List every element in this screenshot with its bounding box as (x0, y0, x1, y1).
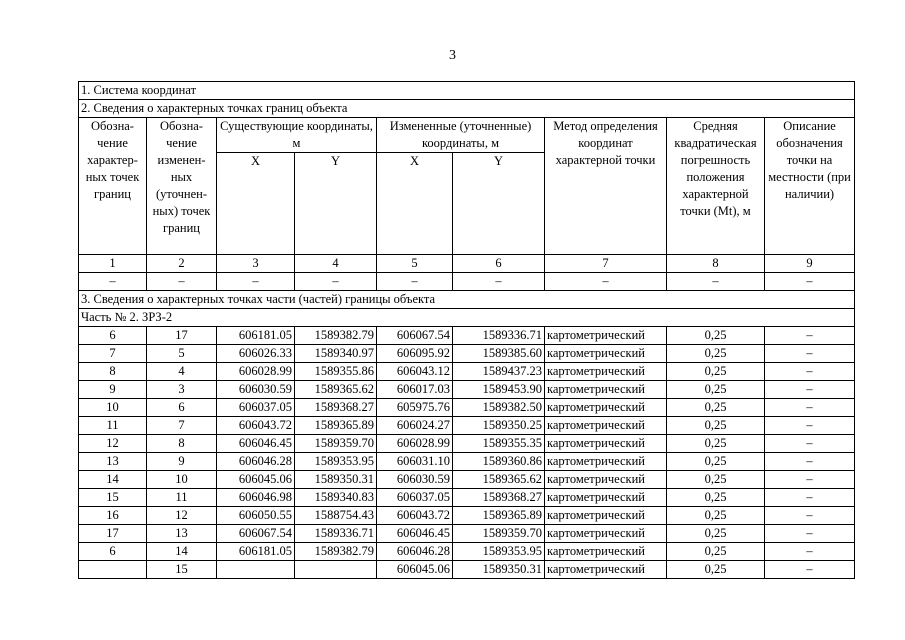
existing-x-cell: 606030.59 (217, 381, 295, 399)
mean-error-cell: 0,25 (667, 363, 765, 381)
description-cell: – (765, 525, 855, 543)
empty-dash-cell: – (545, 273, 667, 291)
existing-y-cell: 1589368.27 (295, 399, 377, 417)
mean-error-cell: 0,25 (667, 507, 765, 525)
changed-y-cell: 1589336.71 (453, 327, 545, 345)
mean-error-cell: 0,25 (667, 417, 765, 435)
changed-point-id-cell: 6 (147, 399, 217, 417)
description-cell: – (765, 345, 855, 363)
empty-dash-cell: – (147, 273, 217, 291)
table-row (79, 327, 855, 345)
changed-y-cell: 1589382.50 (453, 399, 545, 417)
header-changed-point-designation: Обозна- чение изменен-ных (уточнен-ных) точек границ (147, 118, 217, 255)
description-cell: – (765, 327, 855, 345)
existing-y-cell: 1589350.31 (295, 471, 377, 489)
changed-x-cell: 606031.10 (377, 453, 453, 471)
description-cell: – (765, 471, 855, 489)
changed-y-cell: 1589365.89 (453, 507, 545, 525)
column-number-row (79, 255, 855, 273)
part-title: Часть № 2. ЗРЗ-2 (79, 309, 855, 327)
header-changed-x: X (377, 153, 453, 255)
changed-x-cell: 606024.27 (377, 417, 453, 435)
existing-x-cell: 606181.05 (217, 543, 295, 561)
mean-error-cell: 0,25 (667, 489, 765, 507)
boundary-points-table (78, 81, 855, 579)
point-id-cell: 12 (79, 435, 147, 453)
column-number-5: 5 (377, 255, 453, 273)
column-number-8: 8 (667, 255, 765, 273)
existing-y-cell: 1589382.79 (295, 327, 377, 345)
description-cell: – (765, 489, 855, 507)
changed-x-cell: 606017.03 (377, 381, 453, 399)
empty-dash-cell: – (217, 273, 295, 291)
mean-error-cell: 0,25 (667, 399, 765, 417)
column-number-1: 1 (79, 255, 147, 273)
changed-x-cell: 606045.06 (377, 561, 453, 579)
point-id-cell: 6 (79, 543, 147, 561)
point-id-cell (79, 561, 147, 579)
changed-y-cell: 1589453.90 (453, 381, 545, 399)
changed-x-cell: 606046.45 (377, 525, 453, 543)
point-id-cell: 9 (79, 381, 147, 399)
header-existing-x: X (217, 153, 295, 255)
description-cell: – (765, 453, 855, 471)
existing-x-cell: 606046.45 (217, 435, 295, 453)
changed-y-cell: 1589360.86 (453, 453, 545, 471)
header-existing-coordinates: Существующие координаты, м (217, 118, 377, 153)
changed-point-id-cell: 11 (147, 489, 217, 507)
table-row (79, 381, 855, 399)
column-number-2: 2 (147, 255, 217, 273)
header-point-designation: Обозна- чение характер-ных точек границ (79, 118, 147, 255)
changed-point-id-cell: 10 (147, 471, 217, 489)
changed-x-cell: 606030.59 (377, 471, 453, 489)
empty-dash-cell: – (79, 273, 147, 291)
changed-point-id-cell: 4 (147, 363, 217, 381)
method-cell: картометрический (545, 327, 667, 345)
existing-y-cell: 1589359.70 (295, 435, 377, 453)
table-row (79, 363, 855, 381)
empty-dash-cell: – (453, 273, 545, 291)
existing-x-cell: 606046.28 (217, 453, 295, 471)
section-boundary-points (79, 100, 855, 118)
empty-dash-cell: – (295, 273, 377, 291)
table-row (79, 417, 855, 435)
point-id-cell: 7 (79, 345, 147, 363)
mean-error-cell: 0,25 (667, 327, 765, 345)
table-row (79, 399, 855, 417)
changed-x-cell: 606037.05 (377, 489, 453, 507)
changed-point-id-cell: 15 (147, 561, 217, 579)
point-id-cell: 14 (79, 471, 147, 489)
mean-error-cell: 0,25 (667, 471, 765, 489)
mean-error-cell: 0,25 (667, 345, 765, 363)
mean-error-cell: 0,25 (667, 543, 765, 561)
changed-point-id-cell: 14 (147, 543, 217, 561)
changed-y-cell: 1589350.31 (453, 561, 545, 579)
column-number-6: 6 (453, 255, 545, 273)
changed-point-id-cell: 13 (147, 525, 217, 543)
column-number-3: 3 (217, 255, 295, 273)
changed-x-cell: 606067.54 (377, 327, 453, 345)
existing-y-cell: 1589336.71 (295, 525, 377, 543)
point-id-cell: 6 (79, 327, 147, 345)
changed-y-cell: 1589359.70 (453, 525, 545, 543)
mean-error-cell: 0,25 (667, 435, 765, 453)
existing-x-cell: 606050.55 (217, 507, 295, 525)
point-id-cell: 16 (79, 507, 147, 525)
method-cell: картометрический (545, 525, 667, 543)
header-description: Описание обозначения точки на местности (при наличии) (765, 118, 855, 255)
table-row (79, 345, 855, 363)
method-cell: картометрический (545, 345, 667, 363)
header-mean-error: Средняя квадратическая погрешность положения характерной точки (Mt), м (667, 118, 765, 255)
existing-y-cell: 1589355.86 (295, 363, 377, 381)
changed-y-cell: 1589365.62 (453, 471, 545, 489)
changed-x-cell: 606046.28 (377, 543, 453, 561)
header-method: Метод определения координат характерной точки (545, 118, 667, 255)
changed-x-cell: 606043.72 (377, 507, 453, 525)
changed-y-cell: 1589350.25 (453, 417, 545, 435)
changed-point-id-cell: 12 (147, 507, 217, 525)
existing-y-cell: 1589365.62 (295, 381, 377, 399)
existing-x-cell: 606181.05 (217, 327, 295, 345)
description-cell: – (765, 543, 855, 561)
section-part-boundary-points (79, 291, 855, 309)
existing-x-cell (217, 561, 295, 579)
changed-point-id-cell: 8 (147, 435, 217, 453)
table-row (79, 471, 855, 489)
description-cell: – (765, 507, 855, 525)
changed-point-id-cell: 7 (147, 417, 217, 435)
section-2-title: 2. Сведения о характерных точках границ объекта (79, 100, 855, 118)
column-number-7: 7 (545, 255, 667, 273)
point-id-cell: 15 (79, 489, 147, 507)
column-number-4: 4 (295, 255, 377, 273)
method-cell: картометрический (545, 417, 667, 435)
method-cell: картометрический (545, 399, 667, 417)
section-coordinate-system (79, 82, 855, 100)
point-id-cell: 11 (79, 417, 147, 435)
changed-x-cell: 606028.99 (377, 435, 453, 453)
existing-x-cell: 606028.99 (217, 363, 295, 381)
description-cell: – (765, 561, 855, 579)
header-changed-y: Y (453, 153, 545, 255)
description-cell: – (765, 435, 855, 453)
header-row-1 (79, 118, 855, 153)
changed-y-cell: 1589355.35 (453, 435, 545, 453)
point-id-cell: 10 (79, 399, 147, 417)
mean-error-cell: 0,25 (667, 381, 765, 399)
method-cell: картометрический (545, 489, 667, 507)
method-cell: картометрический (545, 561, 667, 579)
changed-x-cell: 606043.12 (377, 363, 453, 381)
point-id-cell: 13 (79, 453, 147, 471)
empty-dash-cell: – (377, 273, 453, 291)
existing-x-cell: 606067.54 (217, 525, 295, 543)
changed-point-id-cell: 9 (147, 453, 217, 471)
existing-x-cell: 606045.06 (217, 471, 295, 489)
method-cell: картометрический (545, 507, 667, 525)
changed-x-cell: 605975.76 (377, 399, 453, 417)
empty-dash-row (79, 273, 855, 291)
table-row (79, 525, 855, 543)
description-cell: – (765, 399, 855, 417)
header-changed-coordinates: Измененные (уточненные) координаты, м (377, 118, 545, 153)
section-3-title: 3. Сведения о характерных точках части (частей) границы объекта (79, 291, 855, 309)
method-cell: картометрический (545, 381, 667, 399)
table-row (79, 543, 855, 561)
table-row (79, 507, 855, 525)
description-cell: – (765, 417, 855, 435)
existing-y-cell: 1589365.89 (295, 417, 377, 435)
point-id-cell: 17 (79, 525, 147, 543)
existing-y-cell: 1589382.79 (295, 543, 377, 561)
changed-point-id-cell: 5 (147, 345, 217, 363)
description-cell: – (765, 381, 855, 399)
existing-x-cell: 606026.33 (217, 345, 295, 363)
method-cell: картометрический (545, 453, 667, 471)
table-row (79, 561, 855, 579)
column-number-9: 9 (765, 255, 855, 273)
section-1-title: 1. Система координат (79, 82, 855, 100)
page-number: 3 (449, 48, 456, 63)
method-cell: картометрический (545, 435, 667, 453)
header-existing-y: Y (295, 153, 377, 255)
table-row (79, 435, 855, 453)
method-cell: картометрический (545, 471, 667, 489)
existing-x-cell: 606037.05 (217, 399, 295, 417)
part-row (79, 309, 855, 327)
table-row (79, 453, 855, 471)
existing-y-cell: 1588754.43 (295, 507, 377, 525)
existing-x-cell: 606043.72 (217, 417, 295, 435)
empty-dash-cell: – (765, 273, 855, 291)
changed-x-cell: 606095.92 (377, 345, 453, 363)
table-row (79, 489, 855, 507)
description-cell: – (765, 363, 855, 381)
changed-y-cell: 1589385.60 (453, 345, 545, 363)
method-cell: картометрический (545, 543, 667, 561)
changed-y-cell: 1589437.23 (453, 363, 545, 381)
point-id-cell: 8 (79, 363, 147, 381)
method-cell: картометрический (545, 363, 667, 381)
existing-y-cell: 1589340.83 (295, 489, 377, 507)
existing-y-cell (295, 561, 377, 579)
mean-error-cell: 0,25 (667, 453, 765, 471)
existing-x-cell: 606046.98 (217, 489, 295, 507)
mean-error-cell: 0,25 (667, 525, 765, 543)
existing-y-cell: 1589340.97 (295, 345, 377, 363)
changed-point-id-cell: 17 (147, 327, 217, 345)
changed-point-id-cell: 3 (147, 381, 217, 399)
changed-y-cell: 1589353.95 (453, 543, 545, 561)
mean-error-cell: 0,25 (667, 561, 765, 579)
existing-y-cell: 1589353.95 (295, 453, 377, 471)
empty-dash-cell: – (667, 273, 765, 291)
changed-y-cell: 1589368.27 (453, 489, 545, 507)
